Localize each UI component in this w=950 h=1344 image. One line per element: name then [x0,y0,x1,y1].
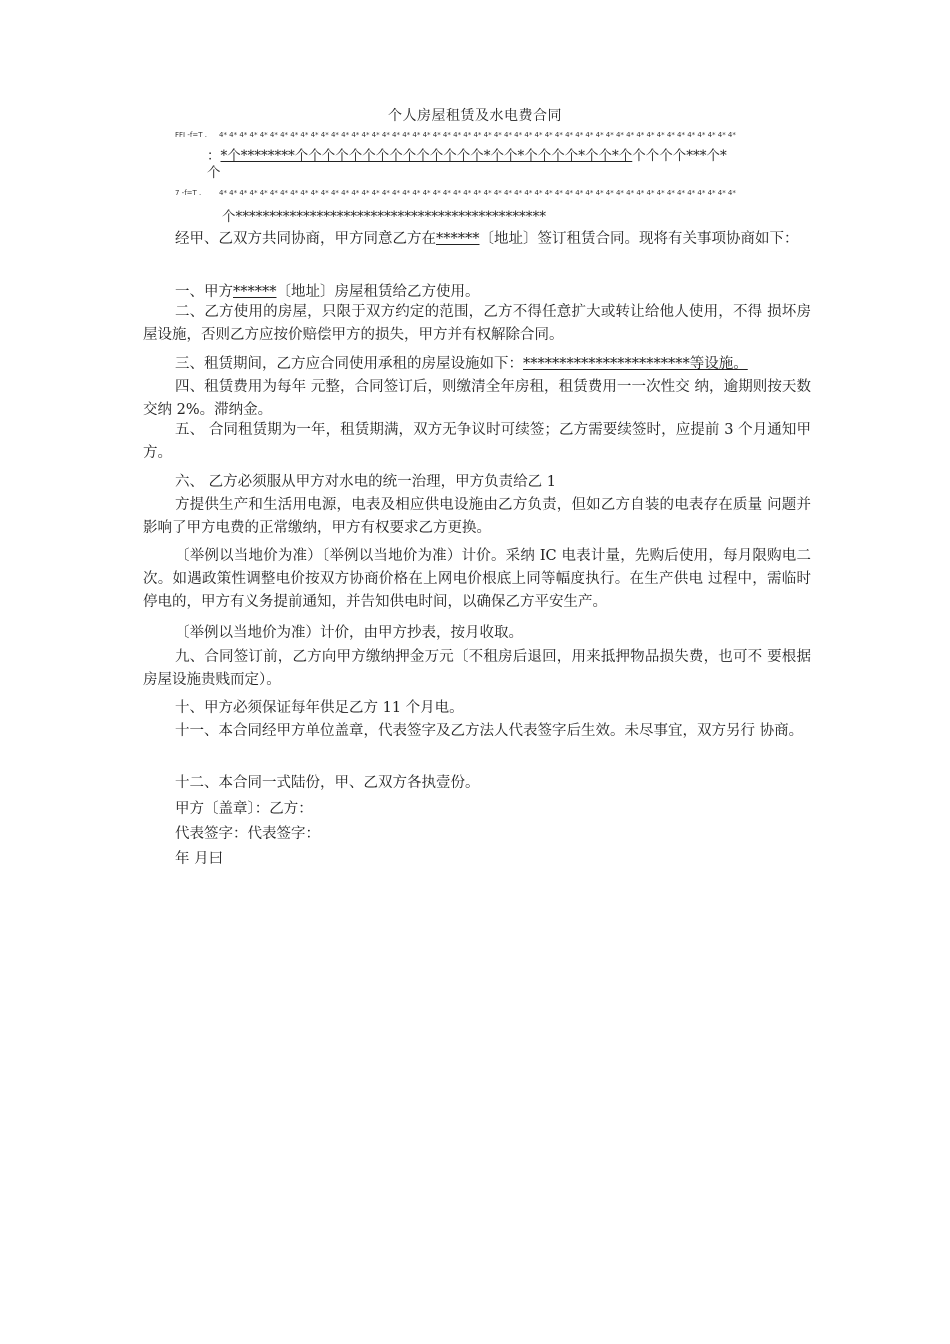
clause-1 [175,280,480,301]
filler-line-1-rest: 个个个个***个* [632,148,727,164]
intro-text-a: 经甲、乙双方共同协商，甲方同意乙方在 [175,231,436,247]
signature-representative-line: 代表签字：代表签字： [175,826,320,842]
clause-1-text-a: 一、甲方 [175,284,233,300]
clause-1-text-b: 〔地址〕房屋租赁给乙方使用。 [276,284,480,300]
document-title: 个人房屋租赁及水电费合同 [388,108,562,124]
header-tag-2: 7 -f=T . [175,189,202,197]
clause-11: 十一、本合同经甲方单位盖章，代表签字及乙方法人代表签字后生效。未尽事宜，双方另行 协商。 [175,723,804,739]
header-stars-1: 4* 4* 4* 4* 4* 4* 4* 4* 4* 4* 4* 4* 4* 4* 4* 4* 4* 4* 4* 4* 4* 4* 4* 4* 4* 4* 4* 4* 4* 4* 4* 4* 4* 4* 4* 4* 4* 4* 4* 4* 4* 4* 4* 4* 4* 4* 4* 4* 4* 4* 4* [219,131,736,139]
header-tag-1: FFI -f=T . [175,131,207,139]
clause-7: 〔举例以当地价为准）〔举例以当地价为准）计价。采纳 IC 电表计量，先购后使用，每月限购电二次。如遇政策性调整电价按双方协商价格在上网电价根底上同等幅度执行。在生产供电 过程中，需临时停电的，甲方有义务提前通知，并告知供电时间，以确保乙方平安生产。 [143,548,811,610]
intro-paragraph [143,228,811,251]
clause-3 [175,352,748,373]
filler-line-2: 个********************************************** [222,209,546,225]
filler-line-1-prefix: ： [207,148,221,164]
signature-date-line: 年 月曰 [175,851,224,867]
clause-10: 十、甲方必须保证每年供足乙方 11 个月电。 [175,700,464,716]
clause-12: 十二、本合同一式陆份，甲、乙双方各执壹份。 [175,775,480,791]
clause-3-text: 三、租赁期间，乙方应合同使用承租的房屋设施如下： [175,356,523,372]
clause-2: 二、乙方使用的房屋，只限于双方约定的范围，乙方不得任意扩大或转让给他人使用，不得 损坏房屋设施，否则乙方应按价赔偿甲方的损失，甲方并有权解除合同。 [143,304,811,343]
clause-8: 〔举例以当地价为准）计价，由甲方抄表，按月收取。 [175,625,523,641]
filler-line-1-underlined: *个********个个个个个个个个个个个个个个*个个*个个个个*个个*个 [220,148,633,164]
clause-4: 四、租赁费用为每年 元整，合同签订后，则缴清全年房租，租赁费用一一次性交 纳，逾期则按天数交纳 2%。滞纳金。 [143,379,811,418]
header-stars-2: 4* 4* 4* 4* 4* 4* 4* 4* 4* 4* 4* 4* 4* 4* 4* 4* 4* 4* 4* 4* 4* 4* 4* 4* 4* 4* 4* 4* 4* 4* 4* 4* 4* 4* 4* 4* 4* 4* 4* 4* 4* 4* 4* 4* 4* 4* 4* 4* 4* 4* 4* [219,189,736,197]
clause-6: 六、 乙方必须服从甲方对水电的统一治理，甲方负责给乙 1 [175,474,556,490]
filler-line-1-wrap: 个 [207,165,221,181]
clause-5: 五、 合同租赁期为一年，租赁期满，双方无争议时可续签；乙方需要续签时，应提前 3 个月通知甲方。 [143,422,811,461]
intro-text-b: 〔地址〕签订租赁合同。现将有关事项协商如下： [479,231,799,247]
intro-address-stars: ****** [436,231,480,247]
filler-line-1 [207,144,727,164]
signature-party-line: 甲方〔盖章〕：乙方： [175,801,313,817]
clause-6-continued: 方提供生产和生活用电源，电表及相应供电设施由乙方负责，但如乙方自装的电表存在质量 问题并影响了甲方电费的正常缴纳，甲方有权要求乙方更换。 [143,497,811,536]
clause-1-address-stars: ****** [233,284,277,300]
clause-3-facilities: ***********************等设施。 [523,356,748,372]
clause-9: 九、合同签订前，乙方向甲方缴纳押金万元〔不租房后退回，用来抵押物品损失费，也可不 要根据房屋设施贵贱而定）。 [143,649,811,688]
